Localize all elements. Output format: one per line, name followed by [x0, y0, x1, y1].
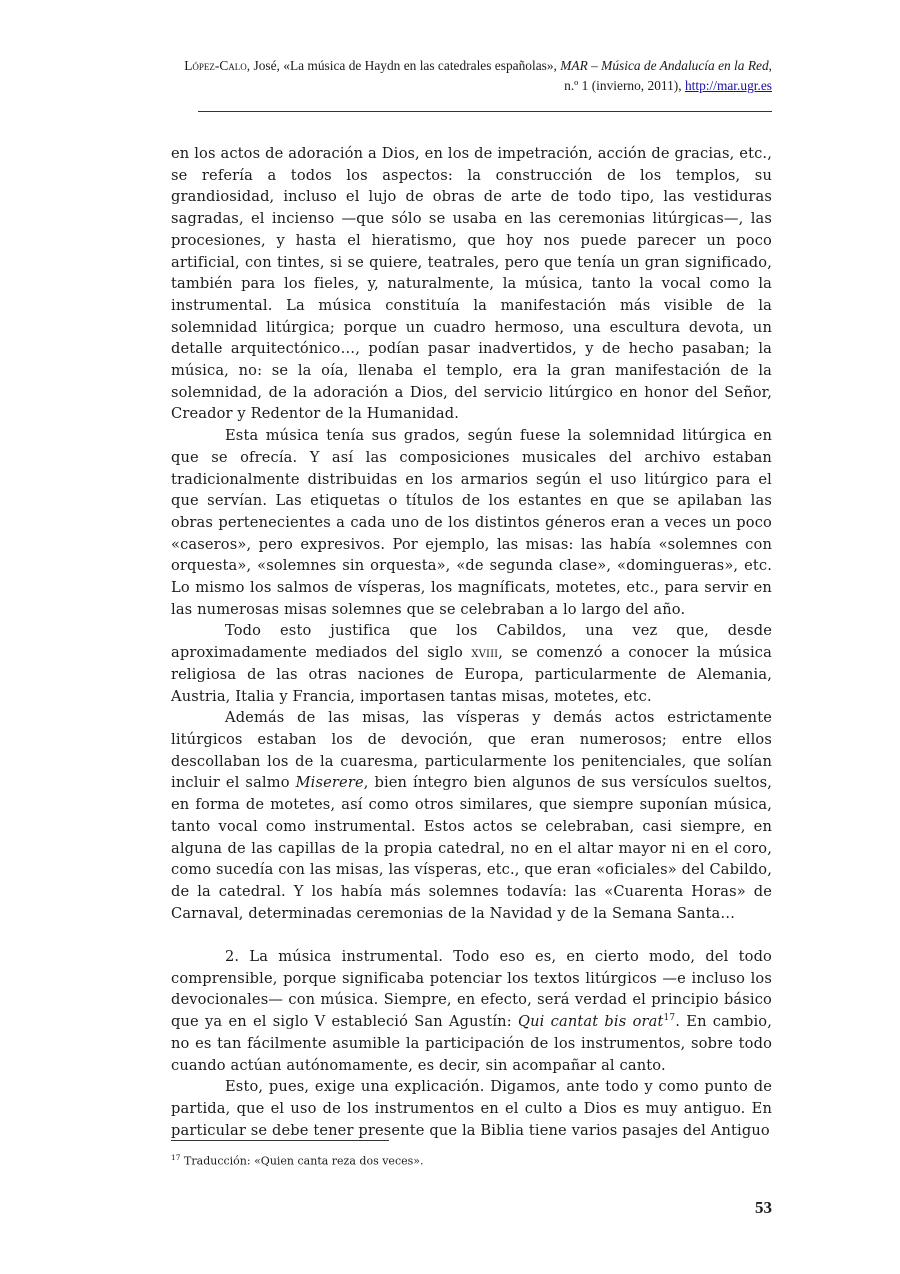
running-header	[170, 56, 772, 96]
footnote-17	[171, 1150, 772, 1170]
footnote-ref-17[interactable]: 17	[663, 1013, 676, 1024]
header-author-surname: López-Calo	[184, 58, 247, 73]
header-url-link[interactable]: http://mar.ugr.es	[684, 78, 772, 93]
paragraph-4-text-b: , bien íntegro bien algunos de sus versículos sueltos, en forma de motetes, así como otros similares, que siempre suponían música, tanto vocal como instrumental. Estos actos se celebraban, casi siempre, en alguna de las capillas de la propia catedral, no en el altar mayor ni en el coro, como sucedía con las misas, las vísperas, etc., que eran «oficiales» del Cabildo, de la catedral. Y los había más solemnes todavía: las «Cuarenta Horas» de Carnaval, determinadas ceremonias de la Navidad y de la Semana Santa…	[171, 774, 772, 922]
paragraph-4	[171, 707, 772, 924]
header-rule	[198, 111, 772, 112]
paragraph-3-text-b: , se comenzó a conocer la música religiosa de las otras naciones de Europa, particularmente de Alemania, Austria, Italia y Francia, importasen tantas misas, motetes, etc.	[171, 644, 772, 705]
footnote-number: 17	[171, 1153, 181, 1162]
header-author-rest: , José, «La música de Haydn en las catedrales españolas»,	[246, 58, 561, 73]
latin-quote: Qui cantat bis orat	[517, 1013, 664, 1031]
footnote-text: Traducción: «Quien canta reza dos veces».	[180, 1154, 424, 1168]
page-number: 53	[755, 1198, 772, 1217]
paragraph-1: en los actos de adoración a Dios, en los de impetración, acción de gracias, etc., se refería a todos los aspectos: la construcción de los templos, su grandiosidad, incluso el lujo de obras de arte de todo tipo, las vestiduras sagradas, el incienso —que sólo se usaba en las ceremonias litúrgicas—, las procesiones, y hasta el hieratismo, que hoy nos puede parecer un poco artificial, con tintes, si se quiere, teatrales, pero que tenía un gran significado, también para los fieles, y, naturalmente, la música, tanto la vocal como la instrumental. La música constituía la manifestación más visible de la solemnidad litúrgica; porque un cuadro hermoso, una escultura devota, un detalle arquitectónico…, podían pasar inadvertidos, y de hecho pasaban; la música, no: se la oía, llenaba el templo, era la gran manifestación de la solemnidad, de la adoración a Dios, del servicio litúrgico en honor del Señor, Creador y Redentor de la Humanidad.	[171, 145, 772, 423]
miserere-title: Miserere	[295, 774, 364, 792]
footnote-rule	[171, 1140, 389, 1141]
paragraph-5	[171, 946, 772, 1076]
body-text	[171, 143, 772, 1141]
century-numeral: xviii	[471, 644, 499, 662]
header-issue: , n.º 1 (invierno, 2011),	[564, 58, 772, 93]
paragraph-3	[171, 620, 772, 707]
header-journal: MAR – Música de Andalucía en la Red	[560, 58, 769, 73]
paragraph-2: Esta música tenía sus grados, según fuese la solemnidad litúrgica en que se ofrecía. Y así las composiciones musicales del archivo estaban tradicionalmente distribuidas en los armarios según el uso litúrgico para el que servían. Las etiquetas o títulos de los estantes en que se apilaban las obras pertenecientes a cada uno de los distintos géneros eran a veces un poco «caseros», pero expresivos. Por ejemplo, las misas: las había «solemnes con orquesta», «solemnes sin orquesta», «de segunda clase», «domingueras», etc. Lo mismo los salmos de vísperas, los magníficats, motetes, etc., para servir en las numerosas misas solemnes que se celebraban a lo largo del año.	[171, 427, 772, 618]
paragraph-6: Esto, pues, exige una explicación. Digamos, ante todo y como punto de partida, que el uso de los instrumentos en el culto a Dios es muy antiguo. En particular se debe tener presente que la Biblia tiene varios pasajes del Antiguo	[171, 1078, 772, 1139]
paragraph-5-text-a: 2. La música instrumental. Todo eso es, en cierto modo, del todo comprensible, porque significaba potenciar los textos litúrgicos —e incluso los devocionales— con música. Siempre, en efecto, será verdad el principio básico que ya en el siglo V estableció San Agustín:	[171, 948, 772, 1031]
paragraph-4-text-a: Además de las misas, las vísperas y demás actos estrictamente litúrgicos estaban los de devoción, que eran numerosos; entre ellos descollaban los de la cuaresma, particularmente los penitenciales, que solían incluir el salmo	[171, 709, 772, 792]
paragraph-5-text-b: . En cambio, no es tan fácilmente asumible la participación de los instrumentos, sobre todo cuando actúan autónomamente, es decir, sin acompañar al canto.	[171, 1013, 773, 1074]
paragraph-3-text-a: Todo esto justifica que los Cabildos, una vez que, desde aproximadamente mediados del siglo	[171, 622, 772, 662]
